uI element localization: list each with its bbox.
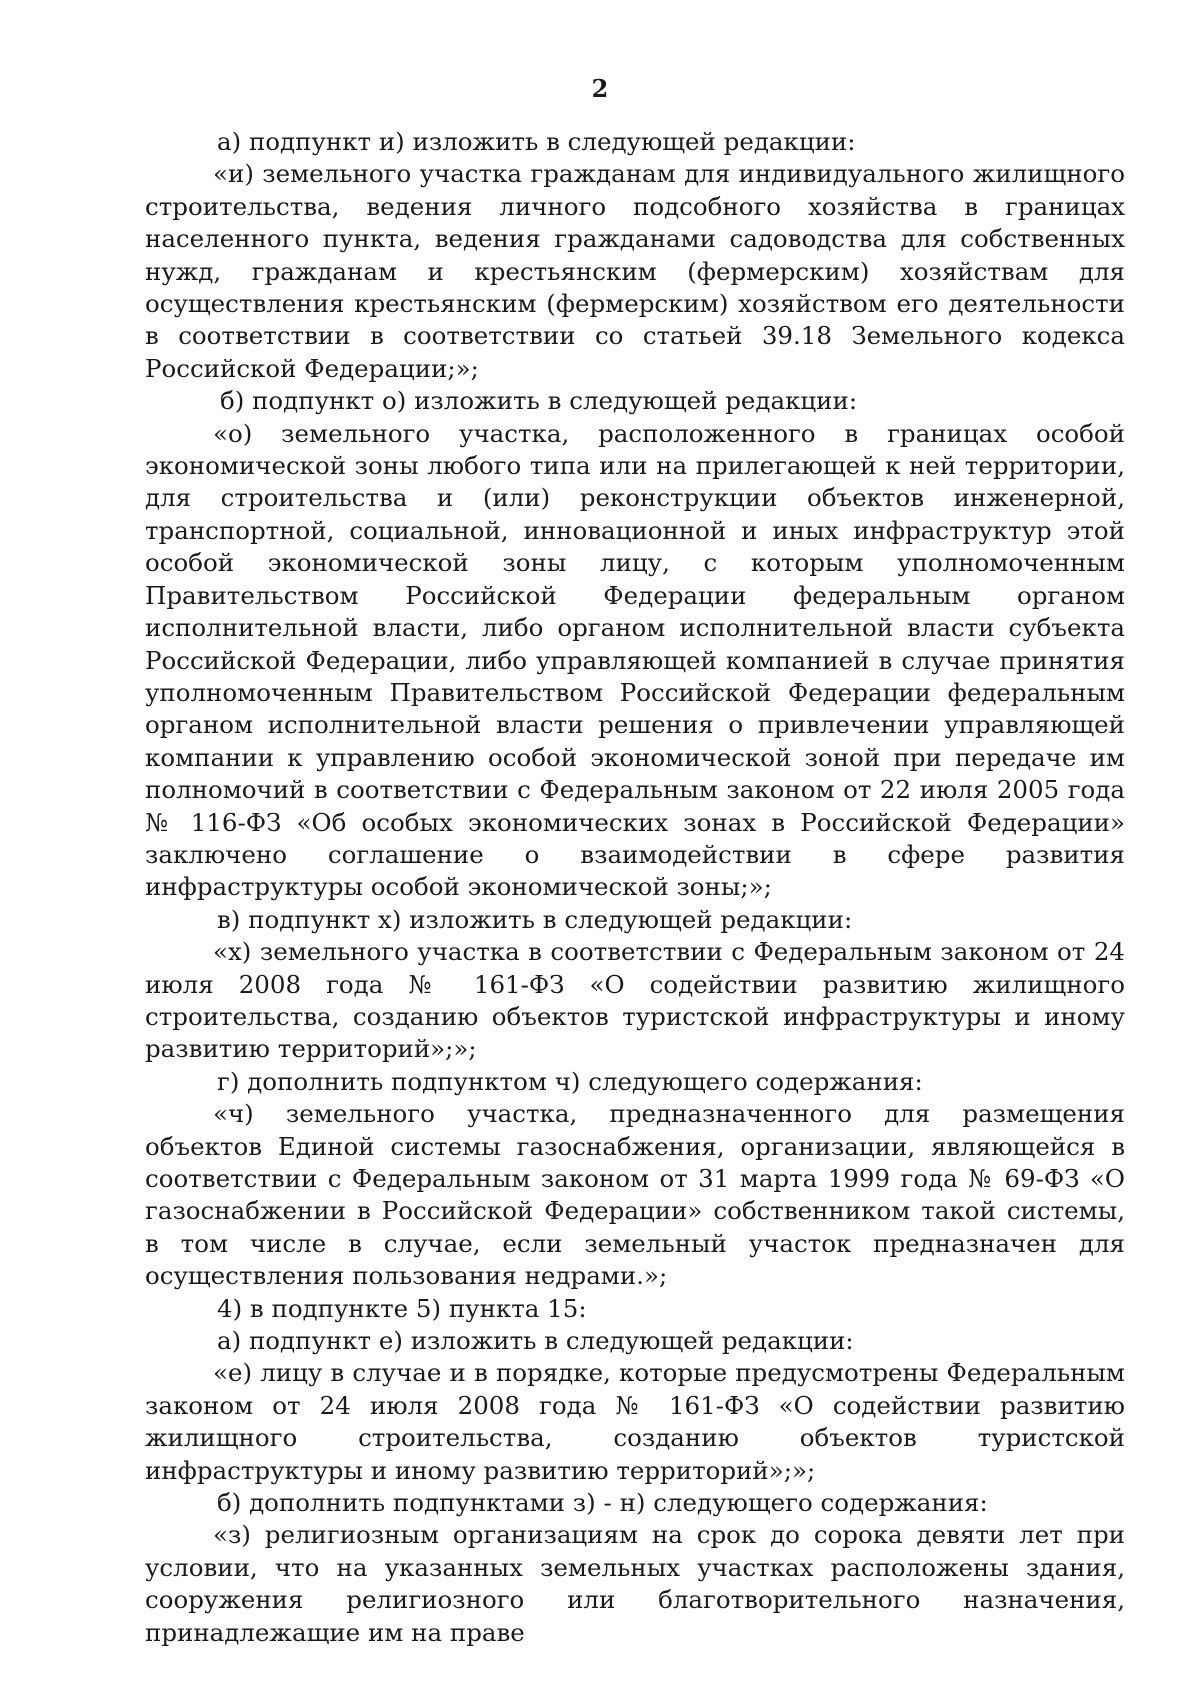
paragraph-g-subitem-ch-header: г) дополнить подпунктом ч) следующего содержания: (217, 1066, 923, 1096)
paragraph-subitem-o-text: «о) земельного участка, расположенного в границах особой экономической зоны любого типа или на прилегающей к ней территории, для строительства и (или) реконструкции объектов инженерной, транспортной, социальной, инновационной и иных инфраструктур этой особой экономической зоны лицу, с которым уполномоченным Правительством Российской Федерации федеральным органом исполнительной власти, либо органом исполнительной власти субъекта Российской Федерации, либо управляющей компанией в случае принятия уполномоченным Правительством Российской Федерации федеральным органом исполнительной власти решения о привлечении управляющей компании к управлению особой экономической зоной при передаче им полномочий в соответствии с Федеральным законом от 22 июля 2005 года № 116-ФЗ «Об особых экономических зонах в Российской Федерации» заключено соглашение о взаимодействии в сфере развития инфраструктуры особой экономической зоны;»; (145, 418, 1125, 902)
paragraph-item-4-header: 4) в подпункте 5) пункта 15: (217, 1293, 587, 1323)
paragraph-a-subitem-i-header: а) подпункт и) изложить в следующей редакции: (217, 127, 856, 156)
paragraph-subitem-z-text: «з) религиозным организациям на срок до сорока девяти лет при условии, что на указанных земельных участках расположены здания, сооружения религиозного или благотворительного назначения, принадлежащие им на праве (145, 1520, 1125, 1647)
paragraph-b-subitems-z-n-header: б) дополнить подпунктами з) - н) следующего содержания: (217, 1488, 988, 1518)
paragraph-subitem-i-text: «и) земельного участка гражданам для индивидуального жилищного строительства, ведения личного подсобного хозяйства в границах населенного пункта, ведения гражданами садоводства для собственных нужд, гражданам и крестьянским (фермерским) хозяйствам для осуществления крестьянским (фермерским) хозяйством его деятельности в соответствии в соответствии со статьей 39.18 Земельного кодекса Российской Федерации;»; (145, 159, 1125, 383)
page-number: 2 (591, 74, 609, 103)
paragraph-v-subitem-kh-header: в) подпункт х) изложить в следующей редакции: (217, 904, 853, 934)
paragraph-a-subitem-e-header: а) подпункт е) изложить в следующей редакции: (217, 1326, 854, 1356)
document-body (145, 126, 1125, 1649)
paragraph-b-subitem-o-header: б) подпункт о) изложить в следующей редакции: (220, 386, 858, 416)
paragraph-subitem-e-text: «е) лицу в случае и в порядке, которые предусмотрены Федеральным законом от 24 июля 2008 года № 161-ФЗ «О содействии развитию жилищного строительства, созданию объектов туристской инфраструктуры и иному развитию территорий»;»; (145, 1358, 1125, 1485)
paragraph-subitem-ch-text: «ч) земельного участка, предназначенного для размещения объектов Единой системы газоснабжения, организации, являющейся в соответствии с Федеральным законом от 31 марта 1999 года № 69-ФЗ «О газоснабжении в Российской Федерации» собственником такой системы, в том числе в случае, если земельный участок предназначен для осуществления пользования недрами.»; (145, 1099, 1125, 1291)
paragraph-subitem-kh-text: «х) земельного участка в соответствии с Федеральным законом от 24 июля 2008 года № 161-ФЗ «О содействии развитию жилищного строительства, созданию объектов туристской инфраструктуры и иному развитию территорий»;»; (145, 937, 1125, 1064)
